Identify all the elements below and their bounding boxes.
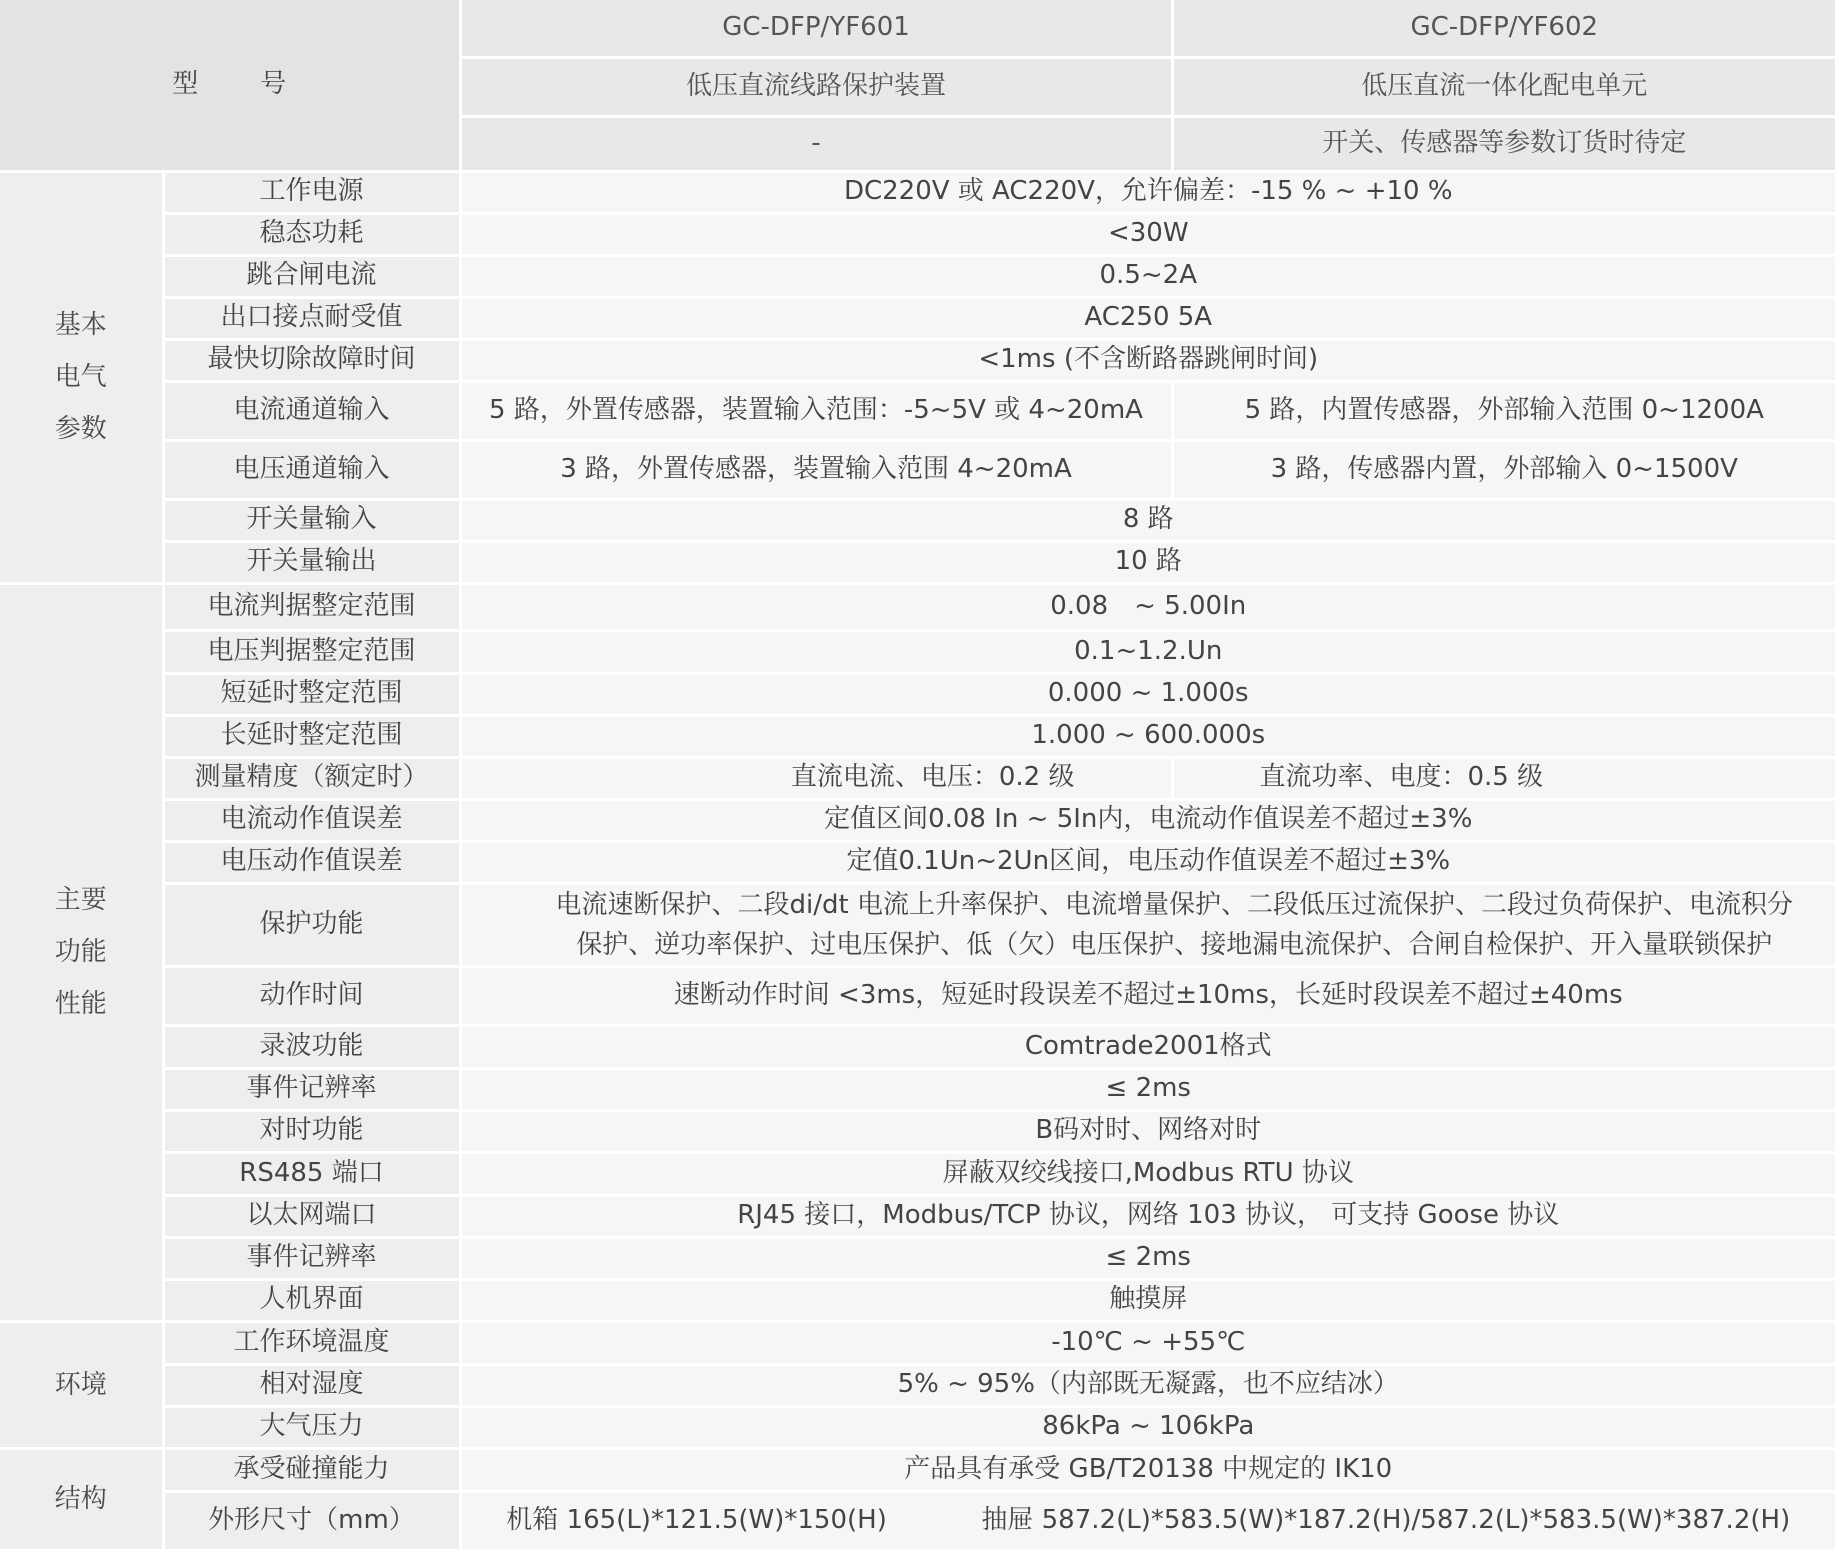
table-row	[0, 297, 1835, 339]
note-602: 开关、传感器等参数订货时待定	[1172, 116, 1835, 171]
note-601: -	[460, 116, 1172, 171]
table-row	[0, 966, 1835, 1025]
table-row	[0, 799, 1835, 841]
row-label: 长延时整定范围	[163, 715, 460, 757]
section-basic-line: 基本	[54, 310, 107, 340]
section-structure-line: 结构	[54, 1484, 107, 1514]
table-row	[0, 1279, 1835, 1321]
row-label: 跳合闸电流	[163, 255, 460, 297]
row-value: <1ms (不含断路器跳闸时间)	[460, 339, 1835, 381]
row-value: ≤ 2ms	[460, 1068, 1835, 1110]
protection-line-1: 电流速断保护、二段di/dt 电流上升率保护、电流增量保护、二段低压过流保护、二段过负荷保护、电流积分	[555, 889, 1793, 920]
row-label: 稳态功耗	[163, 213, 460, 255]
table-row	[0, 381, 1835, 440]
row-label: 开关量输入	[163, 499, 460, 541]
row-value-601: 5 路，外置传感器，装置输入范围：-5~5V 或 4~20mA	[460, 381, 1172, 440]
row-value: 触摸屏	[460, 1279, 1835, 1321]
row-label: 动作时间	[163, 966, 460, 1025]
table-row	[0, 541, 1835, 583]
table-row	[0, 883, 1835, 966]
table-row	[0, 715, 1835, 757]
table-row	[0, 1491, 1835, 1550]
table-row	[0, 757, 1835, 799]
row-value: Comtrade2001格式	[460, 1025, 1835, 1068]
table-row	[0, 630, 1835, 673]
section-performance	[0, 583, 163, 1321]
section-structure	[0, 1448, 163, 1550]
row-value: 定值0.1Un~2Un区间，电压动作值误差不超过±3%	[460, 841, 1835, 883]
row-label: 承受碰撞能力	[163, 1448, 460, 1491]
section-basic	[0, 171, 163, 583]
row-label: 短延时整定范围	[163, 673, 460, 715]
row-label: 录波功能	[163, 1025, 460, 1068]
table-row	[0, 255, 1835, 297]
section-environment-line: 环境	[54, 1369, 107, 1400]
row-label: 人机界面	[163, 1279, 460, 1321]
table-row	[0, 171, 1835, 213]
row-value: B码对时、网络对时	[460, 1110, 1835, 1152]
row-label: 相对湿度	[163, 1364, 460, 1406]
row-label: 出口接点耐受值	[163, 297, 460, 339]
row-value: AC250 5A	[460, 297, 1835, 339]
table-row	[0, 1152, 1835, 1195]
row-label: 测量精度（额定时）	[163, 757, 460, 799]
table-row	[0, 1321, 1835, 1364]
section-environment	[0, 1321, 163, 1448]
row-value: 0.000 ~ 1.000s	[460, 673, 1835, 715]
size-601: 机箱 165(L)*121.5(W)*150(H)	[506, 1504, 887, 1535]
row-label: 工作电源	[163, 171, 460, 213]
section-basic-line: 参数	[54, 414, 107, 444]
model-601: GC-DFP/YF601	[460, 0, 1172, 57]
row-value: 1.000 ~ 600.000s	[460, 715, 1835, 757]
section-performance-line: 性能	[54, 989, 107, 1019]
table-row	[0, 1025, 1835, 1068]
table-row	[0, 1237, 1835, 1279]
table-row	[0, 213, 1835, 255]
row-label: 电流动作值误差	[163, 799, 460, 841]
row-value-602: 直流功率、电度：0.5 级	[1172, 757, 1835, 799]
row-label: 对时功能	[163, 1110, 460, 1152]
row-value: 0.08 ~ 5.00In	[460, 583, 1835, 630]
row-value-601: 直流电流、电压：0.2 级	[460, 757, 1172, 799]
model-header-cell	[0, 0, 460, 171]
row-value: <30W	[460, 213, 1835, 255]
row-label: 以太网端口	[163, 1195, 460, 1237]
row-label: 事件记辨率	[163, 1237, 460, 1279]
row-value: 10 路	[460, 541, 1835, 583]
name-601: 低压直流线路保护装置	[460, 57, 1172, 116]
table-row	[0, 1110, 1835, 1152]
row-value-602: 5 路，内置传感器，外部输入范围 0~1200A	[1172, 381, 1835, 440]
table-row	[0, 339, 1835, 381]
section-performance-line: 主要	[54, 885, 107, 915]
row-value: 8 路	[460, 499, 1835, 541]
model-602: GC-DFP/YF602	[1172, 0, 1835, 57]
row-value: 86kPa ~ 106kPa	[460, 1406, 1835, 1448]
table-row	[0, 841, 1835, 883]
row-label: 电流判据整定范围	[163, 583, 460, 630]
name-602: 低压直流一体化配电单元	[1172, 57, 1835, 116]
table-row	[0, 583, 1835, 630]
row-label: 开关量输出	[163, 541, 460, 583]
row-value-601: 3 路，外置传感器，装置输入范围 4~20mA	[460, 440, 1172, 499]
row-value: RJ45 接口，Modbus/TCP 协议，网络 103 协议， 可支持 Goose 协议	[460, 1195, 1835, 1237]
row-value: 定值区间0.08 In ~ 5In内，电流动作值误差不超过±3%	[460, 799, 1835, 841]
row-value: -10℃ ~ +55℃	[460, 1321, 1835, 1364]
row-label: 事件记辨率	[163, 1068, 460, 1110]
protection-line-2: 保护、逆功率保护、过电压保护、低（欠）电压保护、接地漏电流保护、合闸自检保护、开入量联锁保护	[576, 929, 1773, 960]
row-value	[460, 883, 1835, 966]
model-label-a: 型	[172, 68, 199, 99]
row-label: 外形尺寸（mm）	[163, 1491, 460, 1550]
table-row	[0, 1448, 1835, 1491]
table-row	[0, 1068, 1835, 1110]
table-row	[0, 499, 1835, 541]
table-row	[0, 1406, 1835, 1448]
row-label: 电压动作值误差	[163, 841, 460, 883]
row-value: 0.5~2A	[460, 255, 1835, 297]
row-label: 保护功能	[163, 883, 460, 966]
row-value: 屏蔽双绞线接口,Modbus RTU 协议	[460, 1152, 1835, 1195]
row-value: 0.1~1.2.Un	[460, 630, 1835, 673]
row-label: RS485 端口	[163, 1152, 460, 1195]
row-value: 速断动作时间 <3ms，短延时段误差不超过±10ms，长延时段误差不超过±40ms	[460, 966, 1835, 1025]
size-602: 抽屉 587.2(L)*583.5(W)*187.2(H)/587.2(L)*583.5(W)*387.2(H)	[981, 1504, 1791, 1535]
model-label-b: 号	[260, 68, 287, 99]
row-label: 电流通道输入	[163, 381, 460, 440]
section-performance-line: 功能	[54, 937, 107, 967]
section-basic-line: 电气	[54, 362, 107, 392]
table-row	[0, 1364, 1835, 1406]
row-label: 电压判据整定范围	[163, 630, 460, 673]
header-row-model	[0, 0, 1835, 57]
row-value	[460, 1491, 1835, 1550]
row-value: 5% ~ 95%（内部既无凝露，也不应结冰）	[460, 1364, 1835, 1406]
table-row	[0, 440, 1835, 499]
row-label: 最快切除故障时间	[163, 339, 460, 381]
row-value: ≤ 2ms	[460, 1237, 1835, 1279]
table-row	[0, 1195, 1835, 1237]
row-label: 大气压力	[163, 1406, 460, 1448]
row-value: DC220V 或 AC220V，允许偏差：-15 % ~ +10 %	[460, 171, 1835, 213]
row-value: 产品具有承受 GB/T20138 中规定的 IK10	[460, 1448, 1835, 1491]
row-value-602: 3 路，传感器内置，外部输入 0~1500V	[1172, 440, 1835, 499]
row-label: 工作环境温度	[163, 1321, 460, 1364]
table-row	[0, 673, 1835, 715]
row-label: 电压通道输入	[163, 440, 460, 499]
